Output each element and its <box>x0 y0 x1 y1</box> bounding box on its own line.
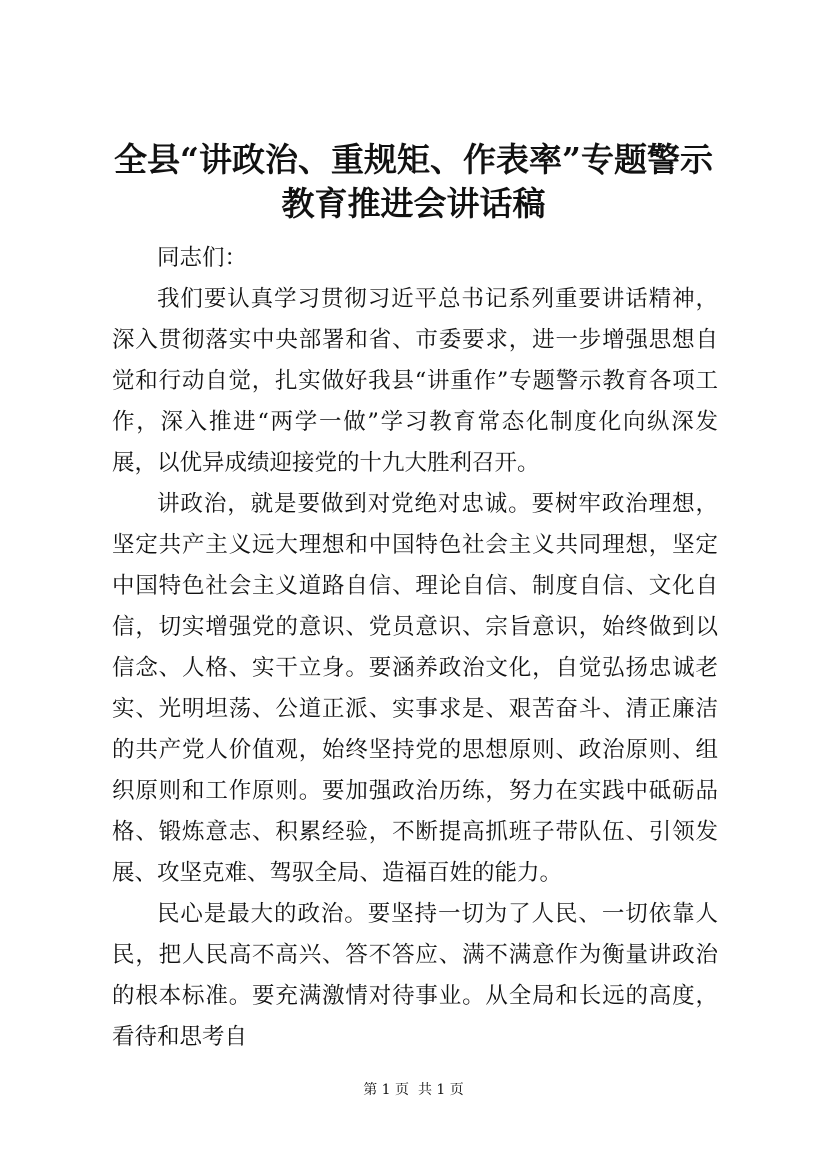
page-footer <box>0 1080 827 1100</box>
document-body <box>112 238 718 1058</box>
paragraph-3: 民心是最大的政治。要坚持一切为了人民、一切依靠人民，把人民高不高兴、答不答应、满不满意作为衡量讲政治的根本标准。要充满激情对待事业。从全局和长远的高度，看待和思考自 <box>112 901 718 1050</box>
paragraph-2: 讲政治，就是要做到对党绝对忠诚。要树牢政治理想，坚定共产主义远大理想和中国特色社会主义共同理想，坚定中国特色社会主义道路自信、理论自信、制度自信、文化自信，切实增强党的意识、党员意识、宗旨意识，始终做到以信念、人格、实干立身。要涵养政治文化，自觉弘扬忠诚老实、光明坦荡、公道正派、实事求是、艰苦奋斗、清正廉洁的共产党人价值观，始终坚持党的思想原则、政治原则、组织原则和工作原则。要加强政治历练，努力在实践中砥砺品格、锻炼意志、积累经验，不断提高抓班子带队伍、引领发展、攻坚克难、驾驭全局、造福百姓的能力。 <box>112 491 718 886</box>
salutation: 同志们： <box>157 245 248 271</box>
paragraph-1: 我们要认真学习贯彻习近平总书记系列重要讲话精神，深入贯彻落实中央部署和省、市委要求，进一步增强思想自觉和行动自觉，扎实做好我县“讲重作”专题警示教育各项工作，深入推进“两学一做”学习教育常态化制度化向纵深发展，以优异成绩迎接党的十九大胜利召开。 <box>112 286 718 476</box>
document-title: 全县“讲政治、重规矩、作表率”专题警示教育推进会讲话稿 <box>114 140 713 223</box>
page-number-label: 第 1 页 共 1 页 <box>363 1082 464 1098</box>
